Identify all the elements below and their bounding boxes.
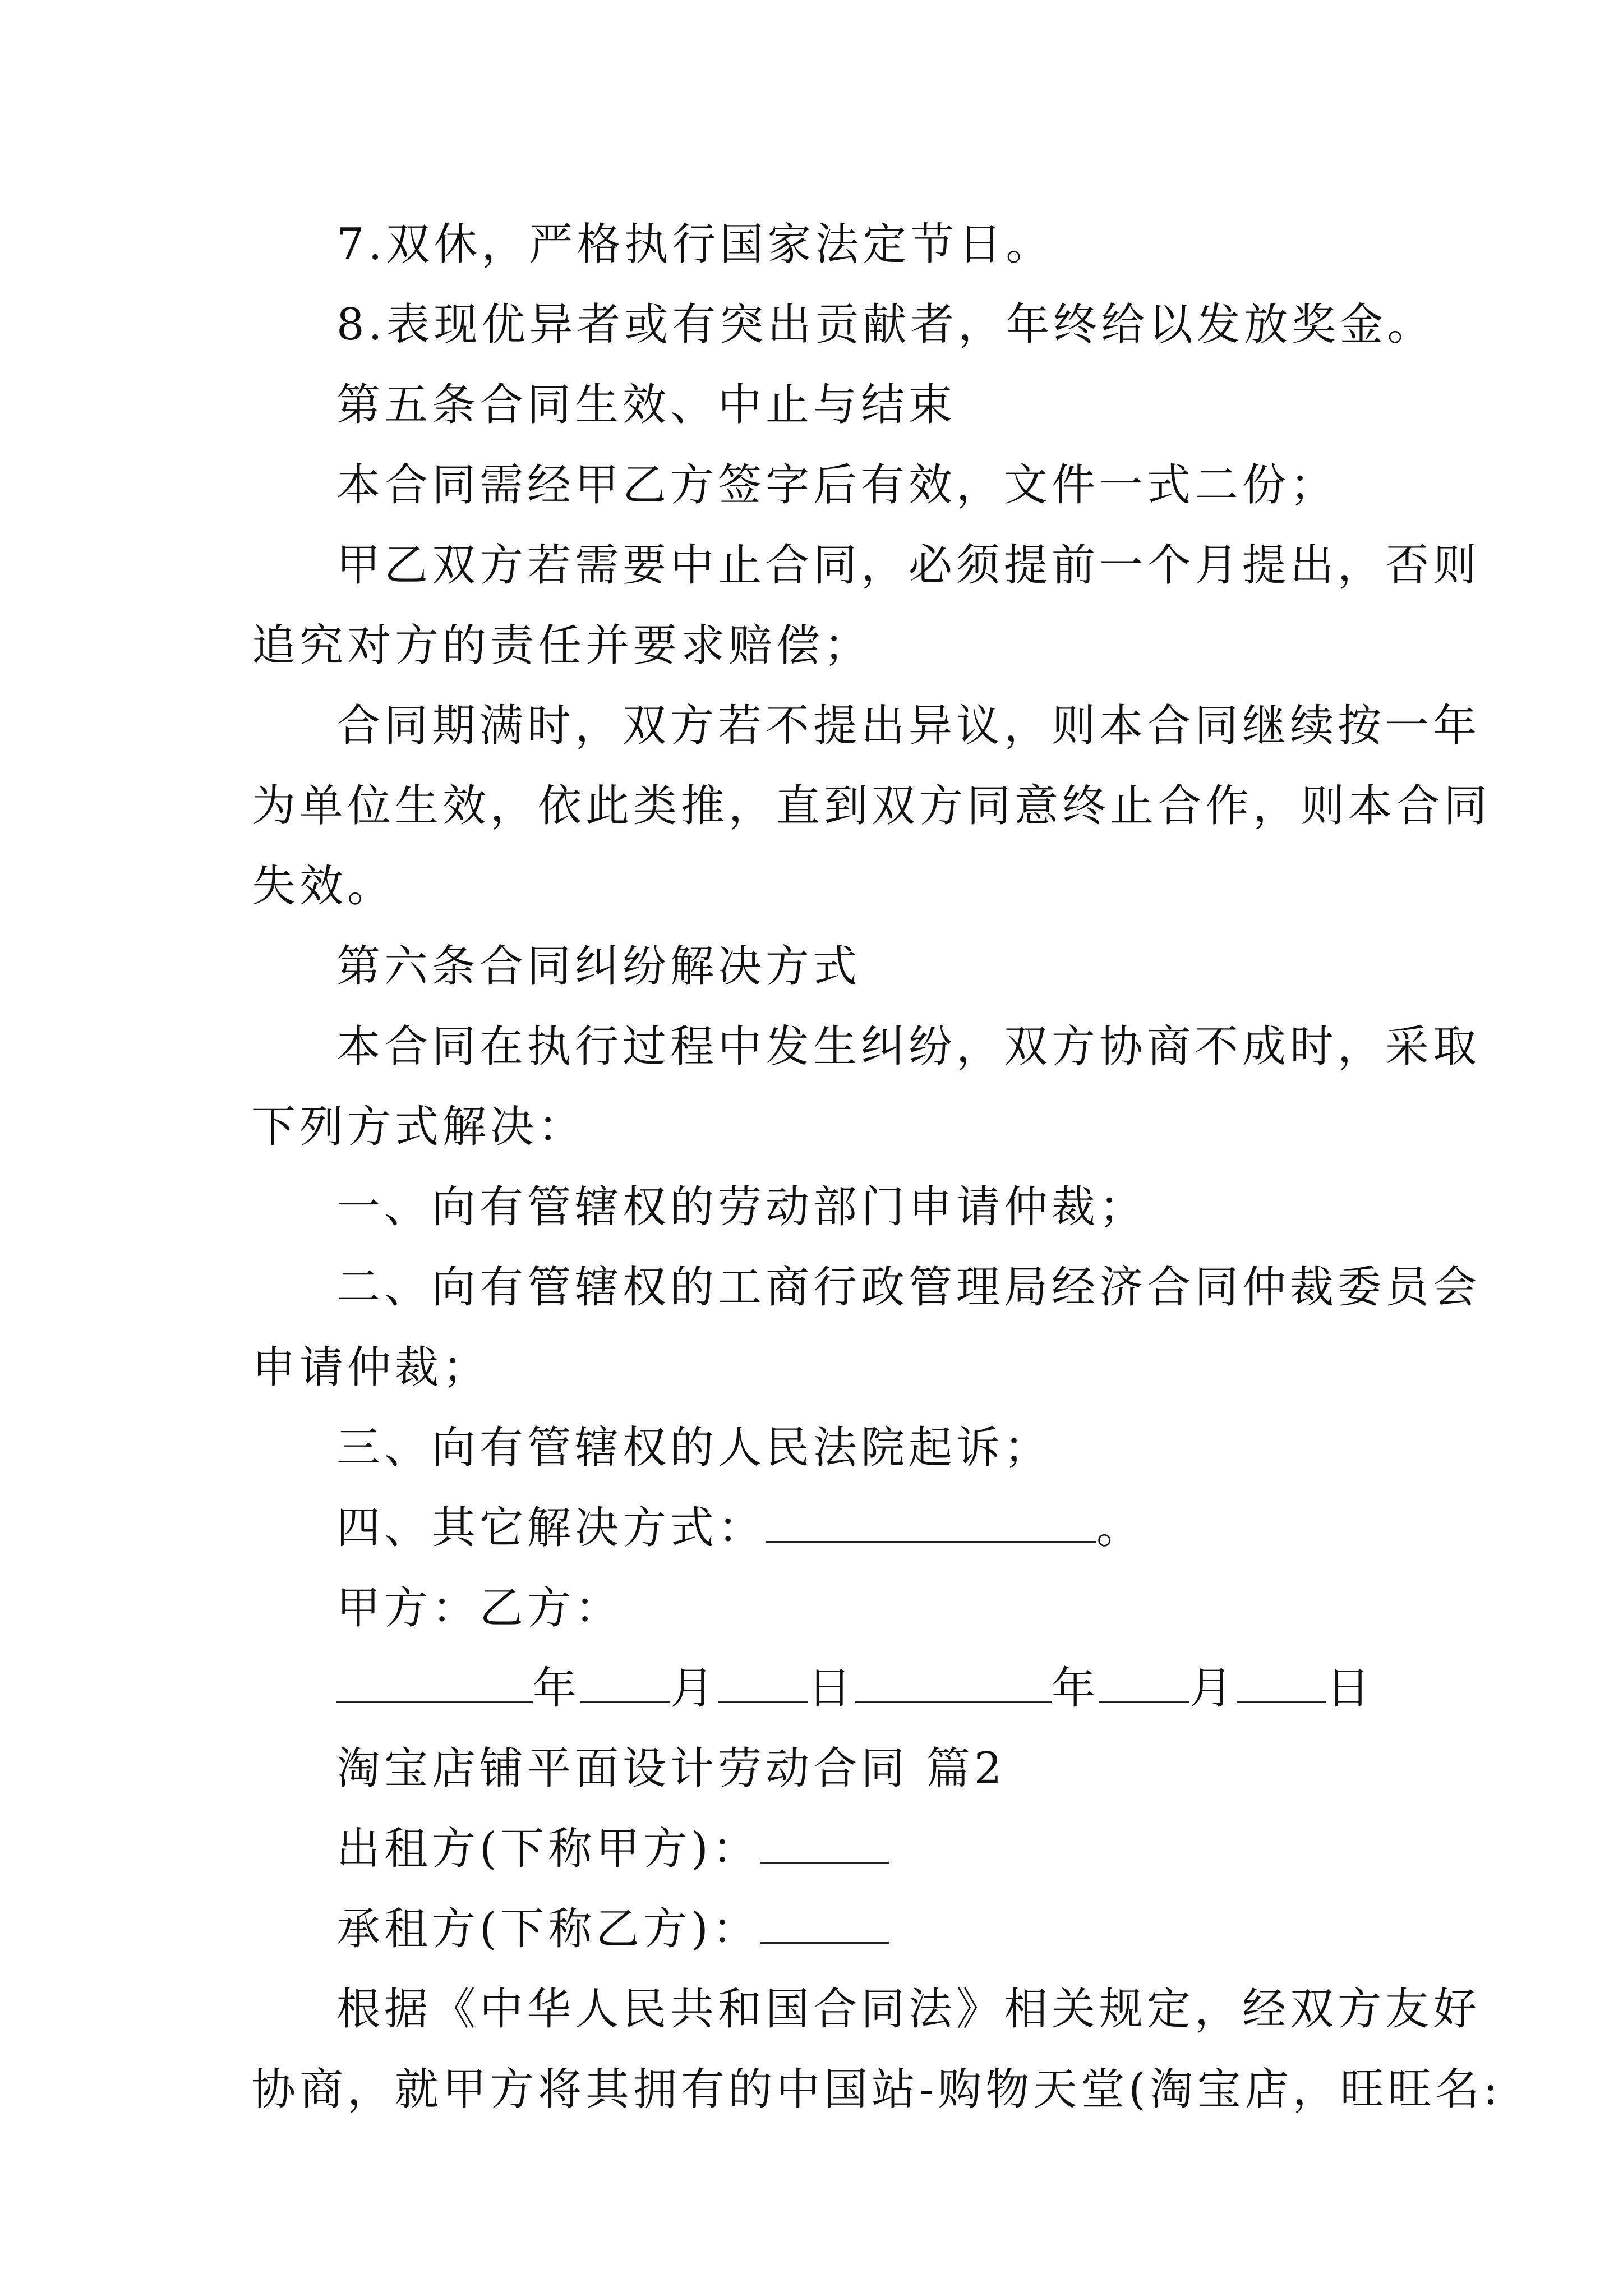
other-method-period: 。 xyxy=(1096,1503,1145,1553)
lessor-label: 出租方(下称甲方)： xyxy=(336,1824,760,1874)
text-line: 根据《中华人民共和国合同法》相关规定，经双方友好 xyxy=(336,1984,1481,2035)
text-line: 为单位生效，依此类推，直到双方同意终止合作，则本合同 xyxy=(252,781,1492,831)
text-line: 甲乙双方若需要中止合同，必须提前一个月提出，否则 xyxy=(336,540,1481,591)
text-line: 下列方式解决： xyxy=(252,1102,586,1152)
section-heading: 第五条合同生效、中止与结束 xyxy=(336,380,957,430)
text-line: 二、向有管辖权的工商行政管理局经济合同仲裁委员会 xyxy=(336,1262,1481,1313)
month-label: 月 xyxy=(1189,1663,1237,1714)
lessee-label: 承租方(下称乙方)： xyxy=(336,1904,760,1954)
other-method-label: 四、其它解决方式： xyxy=(336,1503,766,1553)
lessee-line xyxy=(336,1901,1475,1957)
day-blank xyxy=(718,1668,808,1703)
month-label: 月 xyxy=(670,1663,718,1714)
other-method-blank xyxy=(766,1507,1096,1543)
text-line: 失效。 xyxy=(252,861,395,912)
contract-title: 淘宝店铺平面设计劳动合同 篇2 xyxy=(336,1743,1006,1794)
other-method-line xyxy=(336,1500,1475,1556)
text-line: 8.表现优异者或有突出贡献者，年终给以发放奖金。 xyxy=(336,300,1435,350)
day-blank xyxy=(1237,1668,1326,1703)
text-line: 追究对方的责任并要求赔偿； xyxy=(252,620,872,671)
month-blank xyxy=(1099,1668,1189,1703)
text-line: 合同期满时，双方若不提出异议，则本合同继续按一年 xyxy=(336,701,1481,751)
year-blank xyxy=(855,1668,1052,1703)
text-line: 申请仲裁； xyxy=(252,1342,491,1393)
year-label: 年 xyxy=(1052,1663,1100,1714)
year-label: 年 xyxy=(533,1663,581,1714)
text-line: 一、向有管辖权的劳动部门申请仲裁； xyxy=(336,1182,1147,1232)
year-blank xyxy=(336,1668,533,1703)
signature-parties: 甲方：乙方： xyxy=(336,1583,623,1634)
month-blank xyxy=(580,1668,670,1703)
text-line: 本合同在执行过程中发生纠纷，双方协商不成时，采取 xyxy=(336,1022,1481,1072)
text-line: 协商，就甲方将其拥有的中国站-购物天堂(淘宝店，旺旺名: xyxy=(252,2064,1502,2115)
day-label: 日 xyxy=(1326,1663,1375,1714)
lessor-blank xyxy=(760,1828,889,1864)
signature-dates xyxy=(336,1660,1475,1717)
text-line: 7.双休，严格执行国家法定节日。 xyxy=(336,219,1054,270)
lessee-blank xyxy=(760,1908,889,1944)
section-heading: 第六条合同纠纷解决方式 xyxy=(336,941,861,992)
text-line: 本合同需经甲乙方签字后有效，文件一式二份； xyxy=(336,460,1338,510)
text-line: 三、向有管辖权的人民法院起诉； xyxy=(336,1423,1052,1473)
lessor-line xyxy=(336,1821,1475,1877)
day-label: 日 xyxy=(808,1663,856,1714)
